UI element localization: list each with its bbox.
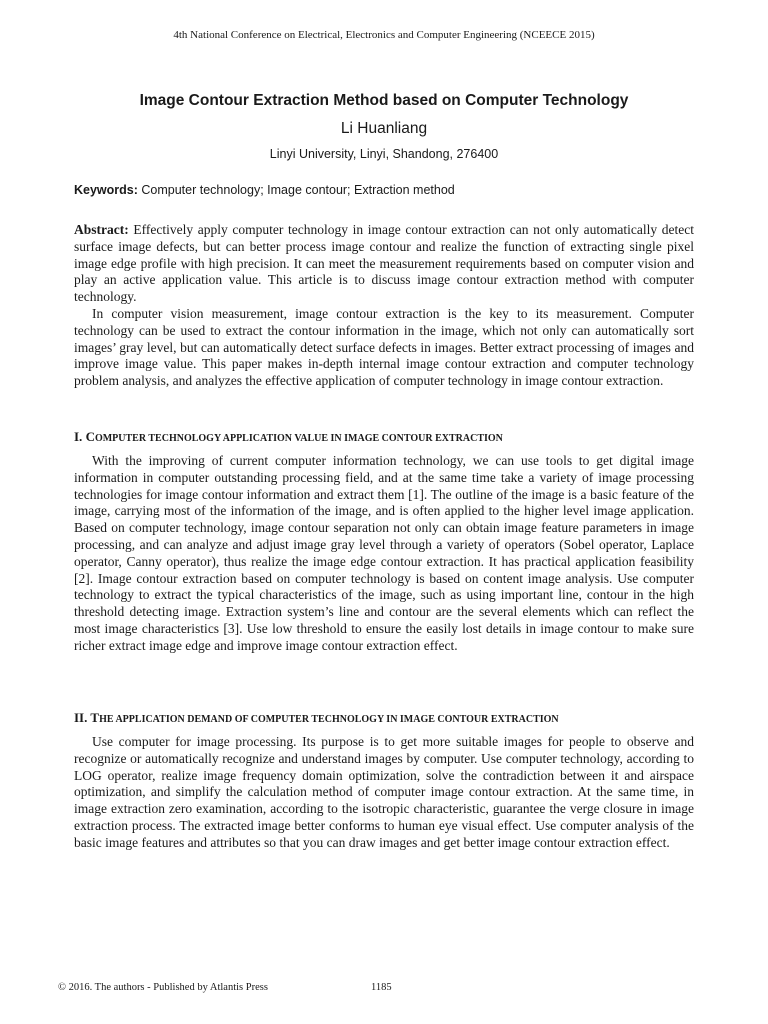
section-1-number: I. [74,429,83,444]
section-2-heading [74,710,694,726]
intro-paragraph: In computer vision measurement, image contour extraction is the key to its measurement. Computer technology can be used to extract the contour information in the image, which not only can automatically sort images’ gray level, but can automatically detect surface defects in images. Better extract processing of images and improve image value. This paper makes in-depth internal image contour extraction and computer technology problem analysis, and analyzes the effective application of computer technology in image contour extraction. [74,305,694,389]
running-head: 4th National Conference on Electrical, Electronics and Computer Engineering (NCEECE 2015) [173,29,595,41]
abstract-block [74,222,694,390]
section-1-initial: C [85,429,95,444]
section-2-title: HE APPLICATION DEMAND OF COMPUTER TECHNOLOGY IN IMAGE CONTOUR EXTRACTION [99,714,559,725]
section-1-body [74,453,694,655]
abstract-text: Effectively apply computer technology in image contour extraction can not only automatically detect surface image defects, but can better process image contour and realize the function of extracting single pixel image edge profile with high precision. It can meet the measurement requirements based on computer vision and play an active application value. This article is to discuss image contour extraction method with computer technology. [74,222,694,305]
keywords-text: Computer technology; Image contour; Extraction method [141,183,455,197]
abstract-label: Abstract: [74,222,129,237]
footer-copyright: © 2016. The authors - Published by Atlantis Press [58,982,268,993]
keywords-label: Keywords: [74,183,138,197]
author-name: Li Huanliang [340,120,428,137]
section-2-paragraph: Use computer for image processing. Its purpose is to get more suitable images for people to observe and recognize or automatically recognize and understand images by computer. Use computer technology, according to LOG operator, realize image frequency domain optimization, solve the contradiction between it and airspace optimization, and simplify the calculation method of computer image contour extraction. At the same time, in image extraction zero examination, according to the isotropic characteristic, guarantee the verge closure in image extraction process. The extracted image better conforms to human eye visual effect. Use computer analysis of the basic image features and attributes so that you can draw images and get better image contour extraction effect. [74,734,694,850]
section-2-initial: T [90,710,100,725]
keywords-line [74,183,694,197]
section-1-paragraph: With the improving of current computer information technology, we can use tools to get digital image information in computer outstanding processing field, and at the same time take a variety of image processing technologies for image contour information and extract them [1]. The outline of the image is a basic feature of the image, carrying most of the information of the image, and is often applied to the higher level image application. Based on computer technology, image contour separation not only can obtain image feature parameters in image processing, and can analyze and adjust image gray level through a variety of operators (Sobel operator, Laplace operator, Canny operator), thus realize the image edge contour extraction. It has practical application feasibility [2]. Image contour extraction based on computer technology is based on content image analysis. Use computer technology to extract the typical characteristics of the image, such as using important line, contour in the high threshold detecting image. Extraction system’s line and contour are the several elements which can reflect the most image characteristics [3]. Use low threshold to ensure the easily lost details in image contour to make sure richer extract image edge and improve image contour extraction effect. [74,453,694,653]
abstract-paragraph [74,222,694,306]
paper-title: Image Contour Extraction Method based on Computer Technology [139,92,629,109]
section-1-title: OMPUTER TECHNOLOGY APPLICATION VALUE IN IMAGE CONTOUR EXTRACTION [94,433,503,444]
section-1-heading [74,429,694,445]
footer-page-number: 1185 [371,982,392,993]
section-2-body [74,734,694,852]
author-affiliation: Linyi University, Linyi, Shandong, 276400 [269,147,499,161]
section-2-number: II. [74,710,88,725]
